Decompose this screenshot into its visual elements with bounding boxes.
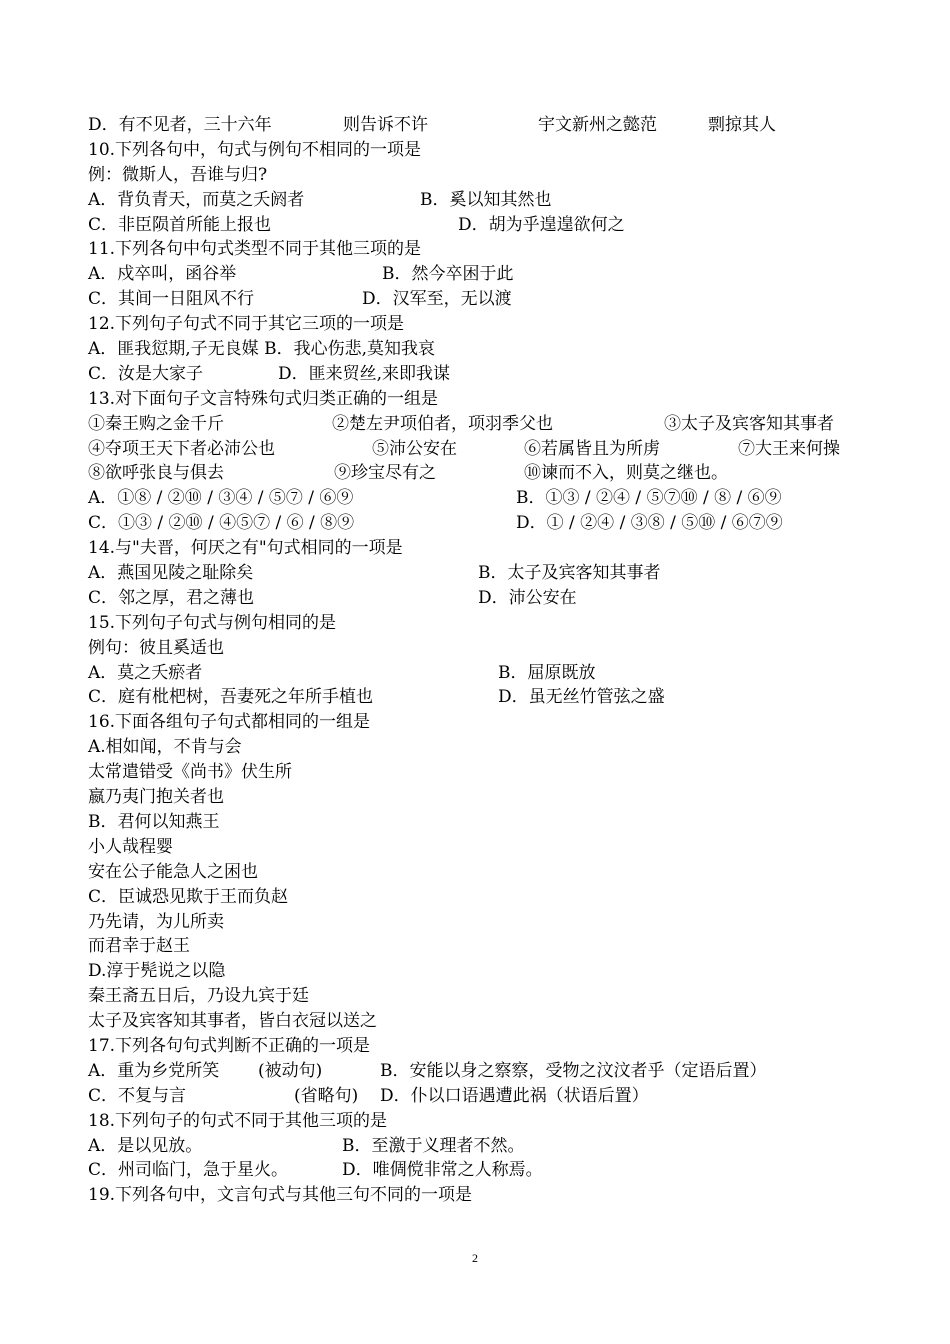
- text-segment: 15.下列句子句式与例句相同的是: [88, 612, 337, 633]
- text-line: [88, 835, 888, 860]
- text-line: [88, 138, 888, 163]
- text-segment: 例：微斯人，吾谁与归?: [88, 164, 268, 185]
- text-segment: 则告诉不许: [343, 115, 428, 135]
- text-segment: 19.下列各句中，文言句式与其他三句不同的一项是: [88, 1185, 473, 1206]
- text-line: [88, 1134, 888, 1159]
- text-line: [88, 760, 888, 785]
- text-line: [88, 536, 888, 561]
- text-line: [88, 885, 888, 910]
- text-segment: ⑩谏而不入，则莫之继也。: [524, 463, 728, 484]
- text-line: [88, 163, 888, 188]
- text-segment: D．匪来贸丝,来即我谋: [278, 363, 451, 384]
- text-line: [88, 511, 888, 536]
- text-line: [88, 486, 888, 511]
- text-segment: 宇文新州之懿范: [538, 115, 657, 135]
- text-line: [88, 1034, 888, 1059]
- text-line: [88, 959, 888, 984]
- text-segment: A．重为乡党所笑: [88, 1060, 220, 1081]
- text-segment: C．州司临门，急于星火。: [88, 1160, 289, 1181]
- text-line: [88, 934, 888, 959]
- text-segment: C．其间一日阻风不行: [88, 289, 255, 310]
- text-line: [88, 860, 888, 885]
- text-segment: D．虽无丝竹管弦之盛: [498, 687, 665, 708]
- text-segment: B．①③ / ②④ / ⑤⑦⑩ / ⑧ / ⑥⑨: [516, 488, 782, 509]
- text-line: [88, 1158, 888, 1183]
- text-segment: A．是以见放。: [88, 1135, 203, 1156]
- text-segment: 例句：彼且奚适也: [88, 637, 224, 658]
- text-segment: B．安能以身之察察，受物之汶汶者乎（定语后置）: [380, 1060, 767, 1081]
- text-segment: 小人哉程婴: [88, 836, 173, 857]
- text-segment: 安在公子能急人之困也: [88, 861, 258, 882]
- text-line: [88, 412, 888, 437]
- text-line: [88, 561, 888, 586]
- page-number: 2: [472, 1251, 478, 1265]
- text-segment: D．胡为乎遑遑欲何之: [458, 214, 625, 235]
- text-line: [88, 337, 888, 362]
- text-segment: C．①③ / ②⑩ / ④⑤⑦ / ⑥ / ⑧⑨: [88, 513, 355, 534]
- text-segment: 嬴乃夷门抱关者也: [88, 787, 224, 808]
- text-line: [88, 1009, 888, 1034]
- text-segment: 太子及宾客知其事者，皆白衣冠以送之: [88, 1011, 377, 1032]
- text-segment: ⑥若属皆且为所虏: [524, 438, 660, 459]
- text-segment: 剽掠其人: [708, 115, 776, 135]
- text-segment: ⑤沛公安在: [372, 438, 457, 459]
- text-segment: ①秦王购之金千斤: [88, 413, 224, 434]
- text-segment: ④夺项王天下者必沛公也: [88, 438, 275, 459]
- text-segment: A．匪我愆期,子无良媒 B．我心伤悲,莫知我哀: [88, 339, 435, 360]
- text-segment: D.淳于髡说之以隐: [88, 961, 226, 982]
- document-body: [88, 113, 888, 1208]
- text-segment: B．君何以知燕王: [88, 811, 220, 832]
- text-segment: B．至激于义理者不然。: [342, 1135, 525, 1156]
- text-segment: ⑧欲呼张良与俱去: [88, 463, 224, 484]
- text-line: [88, 213, 888, 238]
- text-segment: D．① / ②④ / ③⑧ / ⑤⑩ / ⑥⑦⑨: [516, 513, 783, 534]
- text-segment: ②楚左尹项伯者，项羽季父也: [332, 413, 553, 434]
- text-segment: B．太子及宾客知其事者: [478, 563, 661, 584]
- text-segment: (省略句): [294, 1085, 359, 1106]
- text-segment: ⑦大王来何操: [738, 438, 840, 459]
- text-line: [88, 262, 888, 287]
- text-segment: 13.对下面句子文言特殊句式归类正确的一组是: [88, 388, 439, 409]
- text-line: [88, 287, 888, 312]
- text-line: [88, 387, 888, 412]
- text-segment: A．背负青天，而莫之夭阏者: [88, 189, 305, 210]
- text-line: [88, 437, 888, 462]
- text-segment: B．然今卒困于此: [382, 264, 514, 285]
- text-line: [88, 661, 888, 686]
- text-segment: 乃先请，为儿所卖: [88, 911, 224, 932]
- text-segment: D．沛公安在: [478, 587, 577, 608]
- text-line: [88, 362, 888, 387]
- text-line: [88, 461, 888, 486]
- text-segment: 18.下列句子的句式不同于其他三项的是: [88, 1110, 388, 1131]
- text-line: [88, 312, 888, 337]
- text-line: [88, 685, 888, 710]
- text-segment: D．唯倜傥非常之人称焉。: [342, 1160, 543, 1181]
- text-segment: A．燕国见陵之耻除矣: [88, 563, 254, 584]
- text-segment: 14.与"夫晋，何厌之有"句式相同的一项是: [88, 538, 403, 559]
- text-segment: D．仆以口语遇遭此祸（状语后置）: [380, 1085, 649, 1106]
- text-line: [88, 710, 888, 735]
- text-segment: A．莫之夭瘀者: [88, 662, 203, 683]
- text-segment: 10.下列各句中，句式与例句不相同的一项是: [88, 139, 422, 160]
- text-line: [88, 636, 888, 661]
- text-segment: 12.下列句子句式不同于其它三项的一项是: [88, 314, 405, 335]
- text-segment: A.相如闻，不肯与会: [88, 737, 242, 758]
- text-line: [88, 984, 888, 1009]
- text-line: [88, 1084, 888, 1109]
- text-line: [88, 188, 888, 213]
- text-segment: B．屈原既放: [498, 662, 596, 683]
- text-segment: 11.下列各句中句式类型不同于其他三项的是: [88, 239, 422, 260]
- text-segment: C．臣诚恐见欺于王而负赵: [88, 886, 289, 907]
- text-segment: 17.下列各句句式判断不正确的一项是: [88, 1035, 371, 1056]
- text-line: [88, 735, 888, 760]
- text-line: [88, 237, 888, 262]
- text-segment: A．①⑧ / ②⑩ / ③④ / ⑤⑦ / ⑥⑨: [88, 488, 354, 509]
- text-line: [88, 785, 888, 810]
- text-line: [88, 611, 888, 636]
- text-segment: (被动句): [258, 1060, 323, 1081]
- text-segment: 而君幸于赵王: [88, 936, 190, 957]
- text-line: [88, 586, 888, 611]
- text-line: [88, 1183, 888, 1208]
- text-segment: D．有不见者，三十六年: [88, 115, 272, 135]
- text-segment: 秦王斋五日后，乃设九宾于廷: [88, 986, 309, 1007]
- text-line: [88, 810, 888, 835]
- text-segment: C．庭有枇杷树，吾妻死之年所手植也: [88, 687, 374, 708]
- text-line: [88, 113, 888, 138]
- text-segment: C．邻之厚，君之薄也: [88, 587, 255, 608]
- text-segment: 太常遣错受《尚书》伏生所: [88, 762, 292, 783]
- text-segment: ⑨珍宝尽有之: [334, 463, 436, 484]
- text-segment: C．汝是大家子: [88, 363, 204, 384]
- text-segment: B．奚以知其然也: [420, 189, 552, 210]
- text-segment: C．不复与言: [88, 1085, 187, 1106]
- text-segment: 16.下面各组句子句式都相同的一组是: [88, 712, 371, 733]
- text-segment: C．非臣陨首所能上报也: [88, 214, 272, 235]
- text-segment: ③太子及宾客知其事者: [664, 413, 834, 434]
- text-segment: D．汉军至，无以渡: [362, 289, 512, 310]
- text-line: [88, 910, 888, 935]
- text-segment: A．戍卒叫，函谷举: [88, 264, 237, 285]
- text-line: [88, 1109, 888, 1134]
- text-line: [88, 1059, 888, 1084]
